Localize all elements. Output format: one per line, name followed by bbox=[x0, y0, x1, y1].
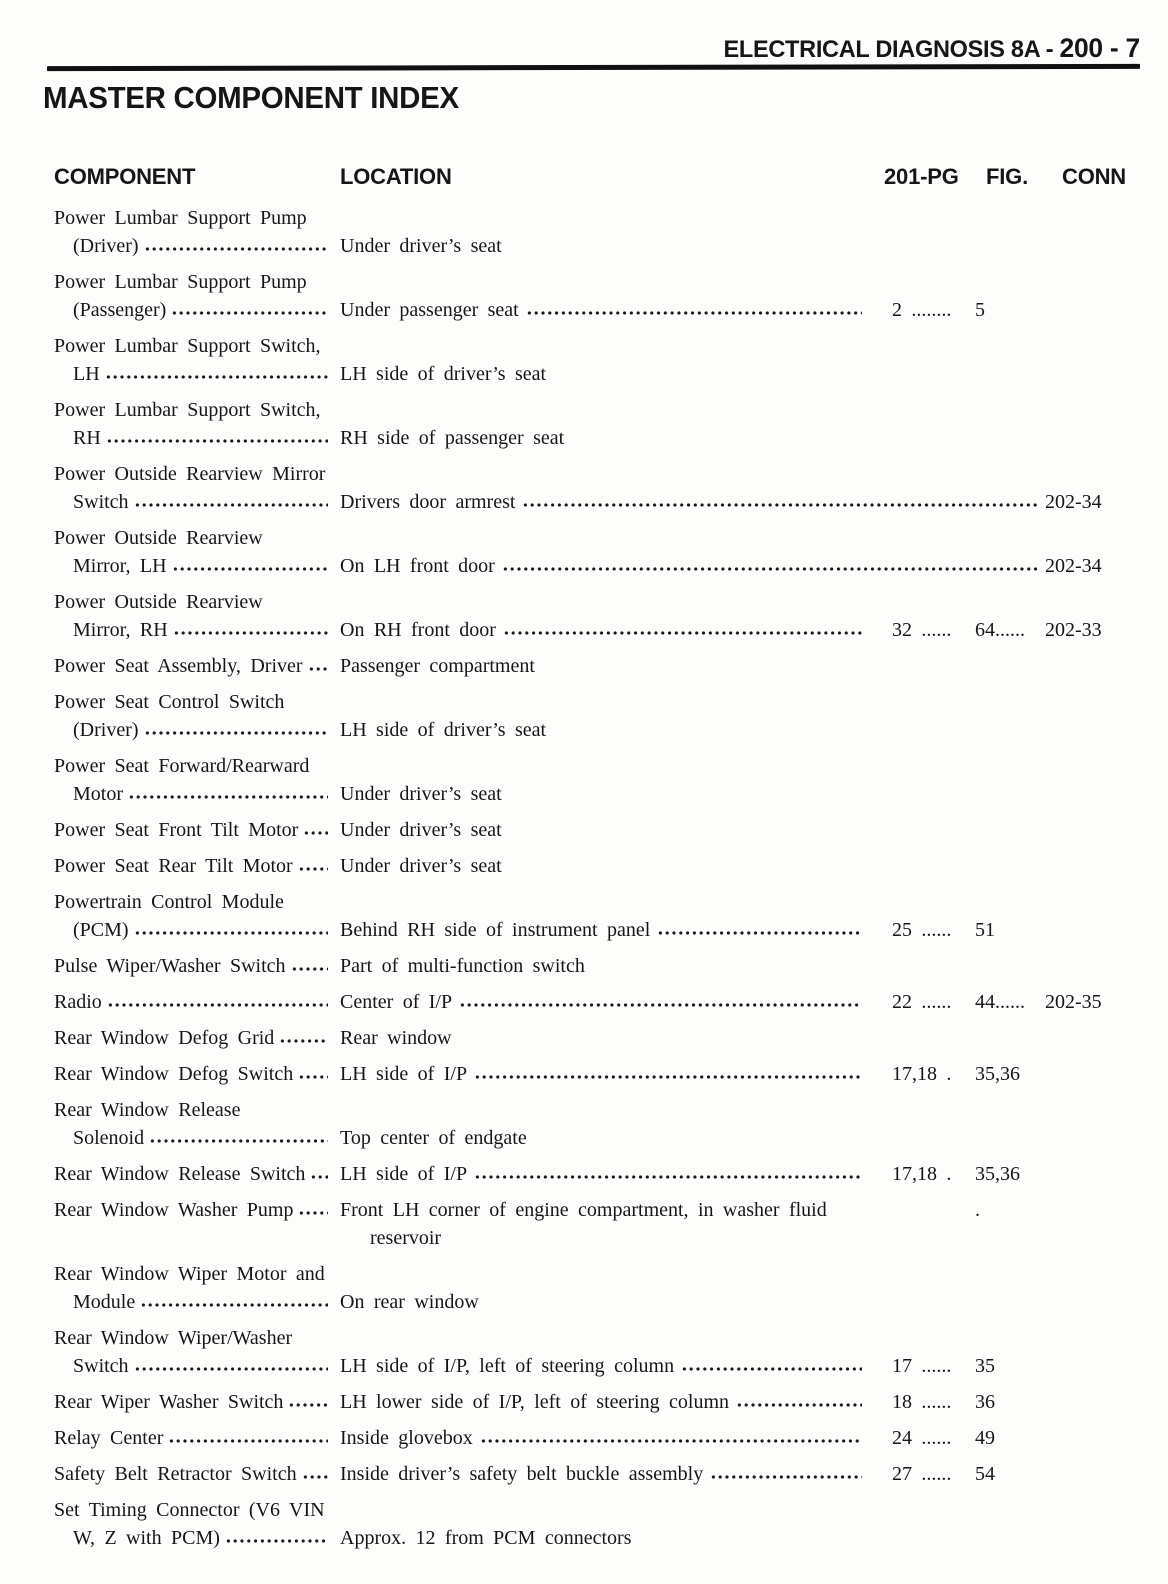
component-text: (Driver) bbox=[73, 719, 139, 741]
dot-leader bbox=[302, 1460, 328, 1488]
fig-value bbox=[963, 716, 1043, 744]
table-row bbox=[0, 752, 1168, 808]
component-name bbox=[54, 780, 340, 808]
fig-value bbox=[963, 952, 1043, 980]
component-text: Rear Window Defog Switch bbox=[54, 1063, 294, 1085]
table-row-main bbox=[54, 1388, 1168, 1416]
component-name bbox=[54, 1424, 340, 1452]
location-cell bbox=[340, 1060, 1043, 1088]
pg-value: 25 ...... bbox=[892, 919, 952, 941]
location-cell bbox=[340, 1424, 1043, 1452]
component-name bbox=[54, 652, 340, 680]
pg-value: 24 ...... bbox=[892, 1427, 952, 1449]
table-row-main bbox=[54, 616, 1168, 644]
location-text: Passenger compartment bbox=[340, 655, 535, 677]
location-cell bbox=[340, 1460, 1043, 1488]
component-text: Rear Window Defog Grid bbox=[54, 1027, 275, 1049]
fig-value bbox=[963, 424, 1043, 452]
table-row-main bbox=[54, 716, 1168, 744]
pg-value: 2 ........ bbox=[892, 299, 952, 321]
location-cell bbox=[340, 616, 1043, 644]
dot-leader bbox=[479, 1288, 868, 1316]
location-text: LH lower side of I/P, left of steering column bbox=[340, 1391, 730, 1413]
dot-leader bbox=[526, 296, 862, 324]
component-name-line: Rear Window Wiper Motor and bbox=[54, 1263, 325, 1285]
location-text: Inside glovebox bbox=[340, 1427, 473, 1449]
pg-value: 32 ...... bbox=[892, 619, 952, 641]
component-name bbox=[54, 1524, 340, 1552]
table-row bbox=[0, 1324, 1168, 1380]
component-name-line: Power Seat Forward/Rearward bbox=[54, 755, 310, 777]
location-cell bbox=[340, 232, 1043, 260]
fig-value: . bbox=[975, 1199, 980, 1221]
pg-value bbox=[868, 1288, 963, 1316]
component-text: Mirror, LH bbox=[73, 555, 167, 577]
table-row-main bbox=[54, 652, 1168, 680]
dot-leader bbox=[172, 552, 328, 580]
component-text: Switch bbox=[73, 491, 129, 513]
table-row-main bbox=[54, 1124, 1168, 1152]
dot-leader bbox=[736, 1388, 862, 1416]
page-title: MASTER COMPONENT INDEX bbox=[43, 80, 459, 115]
dot-leader bbox=[522, 488, 1037, 516]
fig-value: 54 bbox=[975, 1463, 995, 1485]
component-name bbox=[54, 1024, 340, 1052]
component-text: Radio bbox=[54, 991, 102, 1013]
table-row bbox=[0, 268, 1168, 324]
component-text: Power Seat Front Tilt Motor bbox=[54, 819, 299, 841]
fig-value bbox=[963, 1524, 1043, 1552]
table-row bbox=[0, 1196, 1168, 1252]
dot-leader bbox=[279, 1024, 328, 1052]
fig-value bbox=[963, 232, 1043, 260]
component-name bbox=[54, 952, 340, 980]
dot-leader bbox=[144, 716, 328, 744]
pg-value: 17,18 . bbox=[892, 1063, 952, 1085]
location-text: Under driver’s seat bbox=[340, 819, 502, 841]
component-text: Rear Window Release Switch bbox=[54, 1163, 306, 1185]
table-row bbox=[0, 332, 1168, 388]
dot-leader bbox=[308, 652, 328, 680]
component-text: Rear Window Washer Pump bbox=[54, 1199, 294, 1221]
location-text: Drivers door armrest bbox=[340, 491, 516, 513]
column-header-component: COMPONENT bbox=[54, 164, 196, 189]
table-row-main bbox=[54, 232, 1168, 260]
pg-value: 27 ...... bbox=[892, 1463, 952, 1485]
location-cell bbox=[340, 852, 1043, 880]
conn-value: 202-34 bbox=[1045, 491, 1102, 513]
component-name-line: Set Timing Connector (V6 VIN bbox=[54, 1499, 325, 1521]
component-name-line: Power Lumbar Support Switch, bbox=[54, 335, 321, 357]
table-row-main bbox=[54, 360, 1168, 388]
table-row-main bbox=[54, 424, 1168, 452]
table-row bbox=[0, 204, 1168, 260]
pg-value: 22 ...... bbox=[892, 991, 952, 1013]
location-cell bbox=[340, 816, 1043, 844]
table-row bbox=[0, 688, 1168, 744]
dot-leader bbox=[480, 1424, 862, 1452]
location-cell bbox=[340, 1524, 1043, 1552]
pg-value bbox=[868, 360, 963, 388]
pg-value bbox=[868, 816, 963, 844]
table-row bbox=[0, 816, 1168, 844]
table-row bbox=[0, 1388, 1168, 1416]
table-row bbox=[0, 652, 1168, 680]
table-row bbox=[0, 1424, 1168, 1452]
dot-leader bbox=[502, 232, 868, 260]
table-row-main bbox=[54, 1060, 1168, 1088]
component-text: Motor bbox=[73, 783, 123, 805]
component-text: (PCM) bbox=[73, 919, 129, 941]
component-name bbox=[54, 1124, 340, 1152]
header-rule bbox=[47, 64, 1140, 71]
table-row-main bbox=[54, 780, 1168, 808]
component-name bbox=[54, 988, 340, 1016]
fig-value bbox=[963, 1124, 1043, 1152]
dot-leader bbox=[298, 1060, 328, 1088]
dot-leader bbox=[298, 852, 328, 880]
table-row-main bbox=[54, 852, 1168, 880]
location-text: Under driver’s seat bbox=[340, 783, 502, 805]
table-row-main bbox=[54, 296, 1168, 324]
column-header-location: LOCATION bbox=[340, 164, 452, 189]
dot-leader bbox=[459, 988, 862, 1016]
dot-leader bbox=[474, 1060, 862, 1088]
component-text: Rear Wiper Washer Switch bbox=[54, 1391, 284, 1413]
fig-value: 49 bbox=[975, 1427, 995, 1449]
location-cell bbox=[340, 1388, 1043, 1416]
dot-leader bbox=[106, 424, 328, 452]
location-cell bbox=[340, 296, 1043, 324]
dot-leader bbox=[546, 716, 868, 744]
table-row bbox=[0, 460, 1168, 516]
fig-value bbox=[963, 360, 1043, 388]
table-row bbox=[0, 1496, 1168, 1552]
pg-value bbox=[868, 716, 963, 744]
dot-leader bbox=[585, 952, 868, 980]
dot-leader bbox=[107, 988, 328, 1016]
location-cell bbox=[340, 360, 1043, 388]
dot-leader bbox=[173, 616, 328, 644]
component-rows bbox=[0, 204, 1168, 1552]
table-row bbox=[0, 1460, 1168, 1488]
pg-value bbox=[868, 424, 963, 452]
dot-leader bbox=[502, 552, 1037, 580]
conn-value: 202-34 bbox=[1045, 555, 1102, 577]
fig-value bbox=[963, 816, 1043, 844]
dot-leader bbox=[171, 296, 328, 324]
table-row-main bbox=[54, 952, 1168, 980]
location-cell bbox=[340, 916, 1043, 944]
pg-value bbox=[868, 852, 963, 880]
table-row bbox=[0, 1160, 1168, 1188]
column-header-fig: FIG. bbox=[986, 164, 1028, 189]
location-text: Part of multi-function switch bbox=[340, 955, 585, 977]
fig-value: 64...... bbox=[975, 619, 1025, 641]
location-text: Behind RH side of instrument panel bbox=[340, 919, 651, 941]
location-cell bbox=[340, 1124, 1043, 1152]
dot-leader bbox=[710, 1460, 862, 1488]
fig-value bbox=[963, 1024, 1043, 1052]
pg-value bbox=[868, 1196, 963, 1224]
location-cell bbox=[340, 1196, 1043, 1224]
pg-value bbox=[868, 652, 963, 680]
component-name-line: Rear Window Wiper/Washer bbox=[54, 1327, 293, 1349]
table-row-main bbox=[54, 552, 1168, 580]
component-name bbox=[54, 552, 340, 580]
fig-value: 5 bbox=[975, 299, 985, 321]
location-text: On RH front door bbox=[340, 619, 496, 641]
component-text: Module bbox=[73, 1291, 136, 1313]
table-row-main bbox=[54, 988, 1168, 1016]
location-text: Rear window bbox=[340, 1027, 452, 1049]
component-text: LH bbox=[73, 363, 100, 385]
component-name-line: Power Outside Rearview bbox=[54, 591, 263, 613]
dot-leader bbox=[149, 1124, 328, 1152]
component-text: (Passenger) bbox=[73, 299, 167, 321]
table-row bbox=[0, 396, 1168, 452]
fig-value: 44...... bbox=[975, 991, 1025, 1013]
location-text: Approx. 12 from PCM connectors bbox=[340, 1527, 632, 1549]
component-text: Solenoid bbox=[73, 1127, 145, 1149]
component-name bbox=[54, 716, 340, 744]
location-cell bbox=[340, 652, 1043, 680]
location-text: LH side of driver’s seat bbox=[340, 719, 547, 741]
location-text: On LH front door bbox=[340, 555, 495, 577]
fig-value: 35,36 bbox=[975, 1163, 1020, 1185]
location-text: Inside driver’s safety belt buckle assembly bbox=[340, 1463, 704, 1485]
location-cell bbox=[340, 716, 1043, 744]
dot-leader bbox=[502, 816, 868, 844]
dot-leader bbox=[128, 780, 328, 808]
pg-value bbox=[868, 1024, 963, 1052]
fig-value: 35,36 bbox=[975, 1063, 1020, 1085]
component-name bbox=[54, 1288, 340, 1316]
dot-leader bbox=[631, 1524, 868, 1552]
table-row bbox=[0, 952, 1168, 980]
dot-leader bbox=[657, 916, 862, 944]
table-row-main bbox=[54, 1196, 1168, 1224]
table-row-main bbox=[54, 488, 1168, 516]
location-text: Under driver’s seat bbox=[340, 235, 502, 257]
component-text: Power Seat Assembly, Driver bbox=[54, 655, 303, 677]
fig-value: 36 bbox=[975, 1391, 995, 1413]
component-name bbox=[54, 296, 340, 324]
page-header bbox=[724, 33, 1140, 64]
dot-leader bbox=[527, 1124, 868, 1152]
component-text: Power Seat Rear Tilt Motor bbox=[54, 855, 293, 877]
dot-leader bbox=[503, 616, 862, 644]
component-text: Switch bbox=[73, 1355, 129, 1377]
table-row-main bbox=[54, 1288, 1168, 1316]
dot-leader bbox=[681, 1352, 862, 1380]
dot-leader bbox=[105, 360, 328, 388]
table-row-main bbox=[54, 1024, 1168, 1052]
dot-leader bbox=[452, 1024, 868, 1052]
component-name bbox=[54, 360, 340, 388]
component-name-line: Power Outside Rearview bbox=[54, 527, 263, 549]
component-text: (Driver) bbox=[73, 235, 139, 257]
table-row-main bbox=[54, 1352, 1168, 1380]
component-text: Mirror, RH bbox=[73, 619, 168, 641]
location-cell bbox=[340, 952, 1043, 980]
dot-leader bbox=[144, 232, 328, 260]
fig-value bbox=[963, 1288, 1043, 1316]
table-row-main bbox=[54, 1424, 1168, 1452]
component-text: Pulse Wiper/Washer Switch bbox=[54, 955, 286, 977]
dot-leader bbox=[827, 1196, 868, 1224]
table-row bbox=[0, 588, 1168, 644]
component-name bbox=[54, 816, 340, 844]
table-row bbox=[0, 1260, 1168, 1316]
dot-leader bbox=[546, 360, 868, 388]
table-column-headers bbox=[0, 163, 1168, 191]
fig-value bbox=[963, 852, 1043, 880]
component-name bbox=[54, 1388, 340, 1416]
pg-value bbox=[868, 952, 963, 980]
component-name bbox=[54, 1160, 340, 1188]
table-row-main bbox=[54, 1524, 1168, 1552]
conn-value: 202-35 bbox=[1045, 991, 1102, 1013]
table-row bbox=[0, 1060, 1168, 1088]
pg-value bbox=[868, 1524, 963, 1552]
dot-leader bbox=[134, 1352, 328, 1380]
location-cell bbox=[340, 552, 1043, 580]
component-name-line: Power Outside Rearview Mirror bbox=[54, 463, 326, 485]
conn-value: 202-33 bbox=[1045, 619, 1102, 641]
location-text: RH side of passenger seat bbox=[340, 427, 565, 449]
dot-leader bbox=[303, 816, 328, 844]
pg-value: 18 ...... bbox=[892, 1391, 952, 1413]
column-header-conn: CONN bbox=[1062, 164, 1126, 189]
component-name-line: Power Lumbar Support Switch, bbox=[54, 399, 321, 421]
component-text: W, Z with PCM) bbox=[73, 1527, 220, 1549]
component-name bbox=[54, 1060, 340, 1088]
component-name-line: Powertrain Control Module bbox=[54, 891, 284, 913]
dot-leader bbox=[564, 424, 868, 452]
component-name bbox=[54, 232, 340, 260]
dot-leader bbox=[134, 488, 328, 516]
dot-leader bbox=[502, 852, 868, 880]
component-name bbox=[54, 1196, 340, 1224]
pg-value bbox=[868, 232, 963, 260]
fig-value bbox=[963, 780, 1043, 808]
table-row bbox=[0, 888, 1168, 944]
location-text: LH side of I/P, left of steering column bbox=[340, 1355, 675, 1377]
table-row bbox=[0, 1024, 1168, 1052]
page-header-section: ELECTRICAL DIAGNOSIS 8A - bbox=[723, 36, 1060, 63]
pg-value: 17,18 . bbox=[892, 1163, 952, 1185]
table-row-main bbox=[54, 816, 1168, 844]
pg-value bbox=[868, 1124, 963, 1152]
component-index-table bbox=[0, 163, 1168, 1560]
location-text: Under passenger seat bbox=[340, 299, 519, 321]
fig-value: 35 bbox=[975, 1355, 995, 1377]
location-text: LH side of I/P bbox=[340, 1163, 468, 1185]
component-name-line: Power Seat Control Switch bbox=[54, 691, 285, 713]
pg-value bbox=[868, 780, 963, 808]
location-text: Top center of endgate bbox=[340, 1127, 527, 1149]
table-row bbox=[0, 1096, 1168, 1152]
component-name bbox=[54, 488, 340, 516]
component-name bbox=[54, 916, 340, 944]
location-text: LH side of I/P bbox=[340, 1063, 468, 1085]
location-cell bbox=[340, 1160, 1043, 1188]
location-text: LH side of driver’s seat bbox=[340, 363, 547, 385]
dot-leader bbox=[134, 916, 328, 944]
dot-leader bbox=[502, 780, 868, 808]
location-text-continued: reservoir bbox=[370, 1227, 442, 1249]
table-row-main bbox=[54, 916, 1168, 944]
dot-leader bbox=[168, 1424, 328, 1452]
table-row-main bbox=[54, 1160, 1168, 1188]
location-text: Under driver’s seat bbox=[340, 855, 502, 877]
dot-leader bbox=[225, 1524, 328, 1552]
component-name bbox=[54, 852, 340, 880]
location-cell bbox=[340, 488, 1043, 516]
dot-leader bbox=[140, 1288, 328, 1316]
component-name bbox=[54, 616, 340, 644]
component-name-line: Rear Window Release bbox=[54, 1099, 241, 1121]
component-name-line: Power Lumbar Support Pump bbox=[54, 271, 307, 293]
fig-value bbox=[963, 652, 1043, 680]
pg-value: 17 ...... bbox=[892, 1355, 952, 1377]
location-cell bbox=[340, 1288, 1043, 1316]
dot-leader bbox=[298, 1196, 328, 1224]
table-row bbox=[0, 524, 1168, 580]
table-row-main bbox=[54, 1460, 1168, 1488]
component-name bbox=[54, 424, 340, 452]
component-text: Safety Belt Retractor Switch bbox=[54, 1463, 297, 1485]
fig-value: 51 bbox=[975, 919, 995, 941]
dot-leader bbox=[310, 1160, 328, 1188]
component-name bbox=[54, 1352, 340, 1380]
page-number: 200 - 7 bbox=[1059, 33, 1140, 63]
component-name bbox=[54, 1460, 340, 1488]
table-row bbox=[0, 988, 1168, 1016]
location-cell bbox=[340, 424, 1043, 452]
column-header-pg: 201-PG bbox=[884, 164, 959, 189]
dot-leader bbox=[288, 1388, 328, 1416]
location-cell bbox=[340, 1024, 1043, 1052]
component-text: Relay Center bbox=[54, 1427, 164, 1449]
dot-leader bbox=[535, 652, 868, 680]
table-row bbox=[0, 852, 1168, 880]
location-cell bbox=[340, 988, 1043, 1016]
location-cell bbox=[340, 780, 1043, 808]
location-text: On rear window bbox=[340, 1291, 479, 1313]
component-name-line: Power Lumbar Support Pump bbox=[54, 207, 307, 229]
location-cell bbox=[340, 1352, 1043, 1380]
dot-leader bbox=[291, 952, 328, 980]
component-text: RH bbox=[73, 427, 101, 449]
location-text: Center of I/P bbox=[340, 991, 453, 1013]
dot-leader bbox=[474, 1160, 862, 1188]
location-text: Front LH corner of engine compartment, in washer fluid bbox=[340, 1199, 827, 1221]
